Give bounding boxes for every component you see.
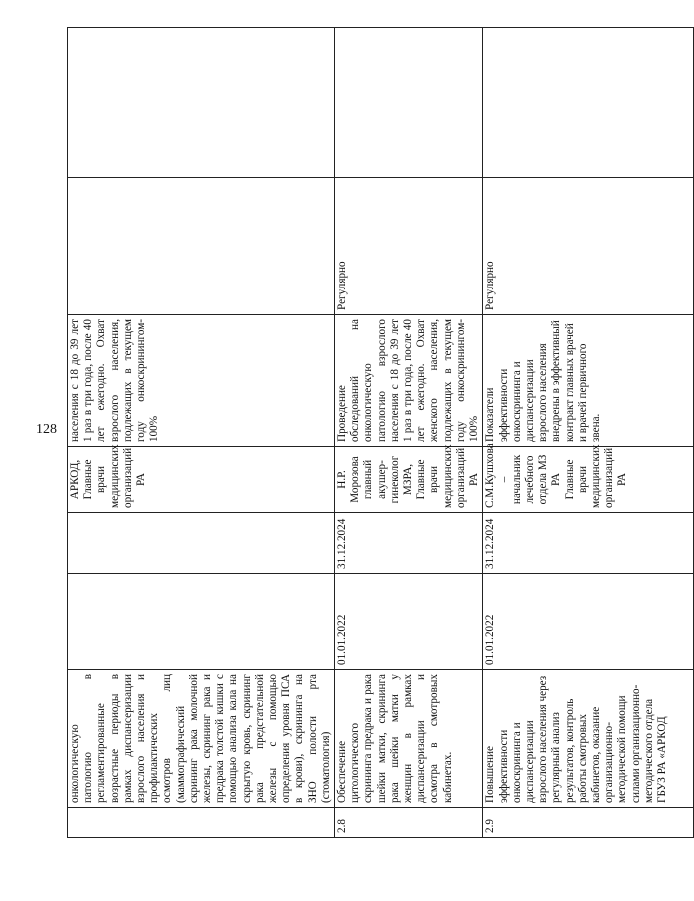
- responsible-line: гинеколог: [388, 455, 401, 504]
- empty-cell: [68, 28, 335, 178]
- responsible-line: С.М.Кушхова: [484, 443, 497, 508]
- responsible-line: АРКОД,: [69, 459, 81, 500]
- end-date-cell: [68, 513, 335, 574]
- empty-cell: [335, 28, 483, 178]
- start-date-cell: 01.01.2022: [483, 574, 694, 670]
- responsible-line: – начальник: [497, 454, 523, 505]
- responsible-line: РА: [135, 473, 148, 486]
- empty-cell: [483, 28, 694, 178]
- responsible-line: МЗРА,: [402, 463, 415, 496]
- responsible-cell: [335, 444, 483, 513]
- start-date-cell: [68, 574, 335, 670]
- measures-table: [67, 27, 694, 838]
- periodicity-cell: Регулярно: [335, 178, 483, 315]
- responsible-cell: [68, 444, 335, 513]
- periodicity-cell: [68, 178, 335, 315]
- action-cell: Повышение эффективности онкоскрининга и диспансеризации взрослого населения через регулярный анализ результатов, контроль работы смотровых кабинетов, оказание организационно-методической помощи силами организационно-методического отдела ГБУЗ РА «АРКОД: [483, 670, 694, 808]
- table-row: [68, 28, 335, 838]
- action-cell: Обеспечение цитологического скрининга предрака и рака шейки матки, скрининга рака шейки матки у женщин в рамках диспансеризации и осмотра в смотровых кабинетах.: [335, 670, 483, 808]
- end-date-cell: 31.12.2024: [483, 513, 694, 574]
- page-number: 128: [36, 422, 57, 437]
- responsible-line: лечебного: [523, 455, 536, 504]
- end-date-cell: 31.12.2024: [335, 513, 483, 574]
- table-row: [483, 28, 694, 838]
- responsible-line: медицинских: [589, 444, 602, 508]
- responsible-line: организаций: [121, 447, 134, 508]
- responsible-line: медицинских: [441, 444, 454, 508]
- responsible-line: отдела МЗ РА: [537, 454, 563, 505]
- indicator-cell: Проведение обследований на онкологическую патологию взрослого населения с 18 до 39 лет 1 раз в три года, после 40 лет ежегодно. Охват женского населения, подлежащих в текущем году онкоскринингом- 100%: [335, 315, 483, 447]
- responsible-line: акушер-: [375, 460, 388, 499]
- responsible-line: РА: [616, 473, 629, 486]
- table-row: [335, 28, 483, 838]
- responsible-line: главный: [362, 459, 375, 500]
- indicator-cell: населения с 18 до 39 лет 1 раз в три года, после 40 лет ежегодно. Охват взрослого населения, подлежащих в текущем году онкоскринингом- 100%: [68, 315, 335, 447]
- responsible-line: РА: [468, 473, 481, 486]
- row-number: 2.8: [335, 808, 483, 838]
- rotated-table-sheet: [67, 28, 668, 838]
- responsible-line: Главные врачи: [82, 459, 108, 500]
- responsible-line: Н.Р. Морозова: [336, 456, 362, 503]
- row-number: 2.9: [483, 808, 694, 838]
- responsible-line: организаций: [603, 447, 616, 508]
- row-number: [68, 808, 335, 838]
- responsible-line: организаций: [454, 447, 467, 508]
- indicator-cell: Показатели эффективности онкоскрининга и диспансеризации взрослого населения внедрены в эффективный контракт главных врачей и врачей первичного звена.: [483, 315, 694, 447]
- action-cell: онкологическую патологию в регламентированные возрастные периоды в рамках диспансеризации взрослого населения и профилактических осмотров лиц (маммографический скрининг рака молочной железы, скрининг рака и предрака толстой кишки с помощью анализа кала на скрытую кровь, скрининг рака предстательной железы с помощью определения уровня ПСА в крови), скрининга на ЗНО полости рта (стоматология): [68, 670, 335, 808]
- start-date-cell: 01.01.2022: [335, 574, 483, 670]
- periodicity-cell: Регулярно: [483, 178, 694, 315]
- responsible-cell: [483, 443, 694, 513]
- responsible-line: Главные врачи: [415, 459, 441, 500]
- responsible-line: медицинских: [108, 444, 121, 508]
- responsible-line: Главные врачи: [563, 459, 589, 500]
